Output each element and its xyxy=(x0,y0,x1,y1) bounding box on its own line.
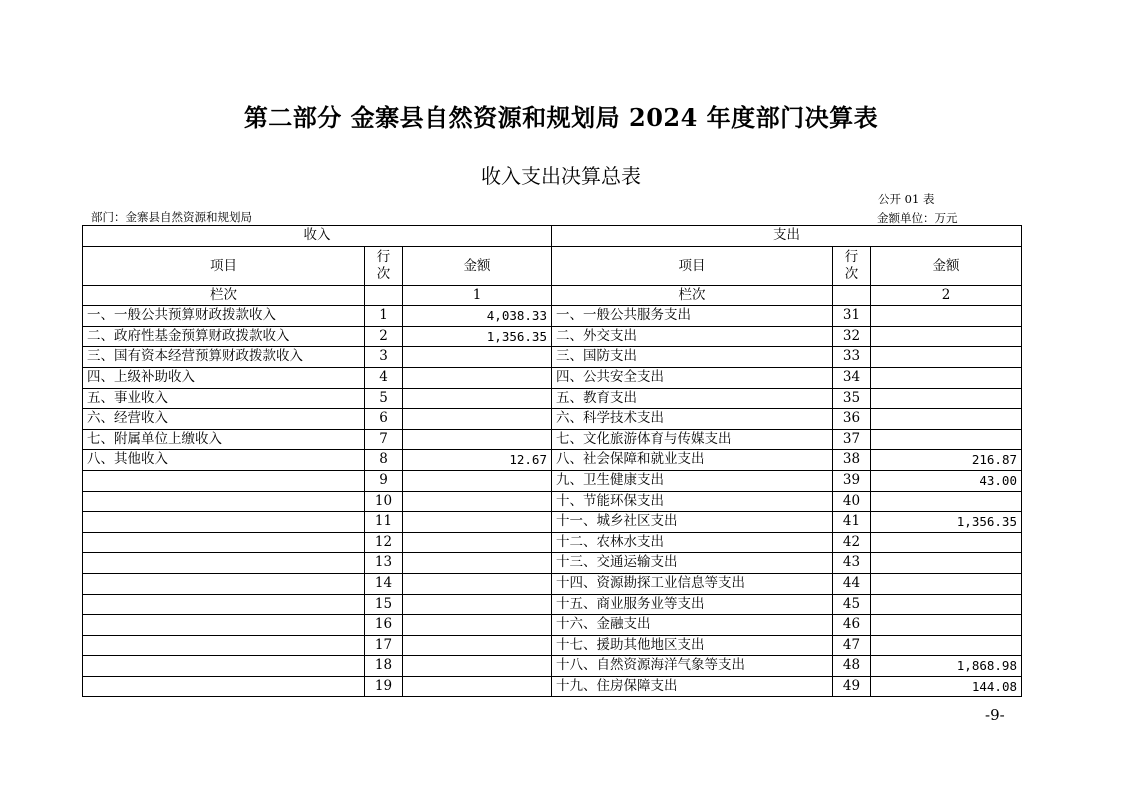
expense-amount xyxy=(871,594,1022,615)
income-amount: 1,356.35 xyxy=(403,326,552,347)
table-row xyxy=(83,429,1022,450)
expense-amount: 144.08 xyxy=(871,676,1022,697)
income-row-number: 13 xyxy=(365,553,403,574)
expense-row-number: 39 xyxy=(833,470,871,491)
income-amount xyxy=(403,470,552,491)
income-amount xyxy=(403,429,552,450)
income-amount xyxy=(403,573,552,594)
table-row xyxy=(83,573,1022,594)
income-row-number: 2 xyxy=(365,326,403,347)
income-amount: 12.67 xyxy=(403,450,552,471)
income-amount xyxy=(403,553,552,574)
expense-row-number: 47 xyxy=(833,635,871,656)
income-item xyxy=(83,635,365,656)
empty-cell xyxy=(365,285,403,306)
expense-amount xyxy=(871,367,1022,388)
income-row-number: 11 xyxy=(365,512,403,533)
table-row xyxy=(83,306,1022,327)
expense-amount: 1,868.98 xyxy=(871,656,1022,677)
table-row xyxy=(83,367,1022,388)
income-row-number: 3 xyxy=(365,347,403,368)
expense-item: 十九、住房保障支出 xyxy=(552,676,833,697)
expense-amount xyxy=(871,429,1022,450)
expense-item: 九、卫生健康支出 xyxy=(552,470,833,491)
expense-amount xyxy=(871,635,1022,656)
expense-item: 十三、交通运输支出 xyxy=(552,553,833,574)
income-item xyxy=(83,470,365,491)
table-row xyxy=(83,491,1022,512)
expense-row-number: 49 xyxy=(833,676,871,697)
expense-row-number: 36 xyxy=(833,409,871,430)
expense-amount xyxy=(871,573,1022,594)
expense-rowno-header: 行 次 xyxy=(833,246,871,285)
table-row xyxy=(83,676,1022,697)
expense-amount: 43.00 xyxy=(871,470,1022,491)
expense-amount xyxy=(871,306,1022,327)
table-title: 收入支出决算总表 xyxy=(481,164,641,188)
table-row xyxy=(83,347,1022,368)
income-row-number: 1 xyxy=(365,306,403,327)
unit-label: 金额单位：万元 xyxy=(877,211,958,225)
table-row xyxy=(83,635,1022,656)
expense-row-number: 37 xyxy=(833,429,871,450)
income-item xyxy=(83,676,365,697)
expense-row-number: 31 xyxy=(833,306,871,327)
income-row-number: 14 xyxy=(365,573,403,594)
expense-amount xyxy=(871,347,1022,368)
income-item xyxy=(83,594,365,615)
income-amount: 4,038.33 xyxy=(403,306,552,327)
expense-item: 五、教育支出 xyxy=(552,388,833,409)
document-title: 第二部分 金寨县自然资源和规划局 2024 年度部门决算表 xyxy=(243,103,879,132)
income-rowno-header: 行 次 xyxy=(365,246,403,285)
table-row xyxy=(83,388,1022,409)
expense-amount: 216.87 xyxy=(871,450,1022,471)
expense-amount-header: 金额 xyxy=(871,246,1022,285)
expense-amount xyxy=(871,326,1022,347)
income-amount xyxy=(403,676,552,697)
expense-row-number: 38 xyxy=(833,450,871,471)
table-row xyxy=(83,512,1022,533)
expense-item: 十八、自然资源海洋气象等支出 xyxy=(552,656,833,677)
expense-header: 支出 xyxy=(552,226,1022,247)
expense-row-number: 33 xyxy=(833,347,871,368)
expense-row-number: 32 xyxy=(833,326,871,347)
expense-item: 八、社会保障和就业支出 xyxy=(552,450,833,471)
expense-row-number: 46 xyxy=(833,615,871,636)
income-row-number: 19 xyxy=(365,676,403,697)
income-amount xyxy=(403,594,552,615)
income-item: 四、上级补助收入 xyxy=(83,367,365,388)
expense-amount xyxy=(871,409,1022,430)
expense-item: 四、公共安全支出 xyxy=(552,367,833,388)
expense-item: 十二、农林水支出 xyxy=(552,532,833,553)
expense-amount xyxy=(871,553,1022,574)
income-row-number: 5 xyxy=(365,388,403,409)
income-row-number: 4 xyxy=(365,367,403,388)
income-item: 二、政府性基金预算财政拨款收入 xyxy=(83,326,365,347)
income-header: 收入 xyxy=(83,226,552,247)
column-header-row xyxy=(83,246,1022,285)
expense-row-number: 48 xyxy=(833,656,871,677)
income-item: 七、附属单位上缴收入 xyxy=(83,429,365,450)
expense-row-number: 45 xyxy=(833,594,871,615)
table-row xyxy=(83,450,1022,471)
expense-item: 十、节能环保支出 xyxy=(552,491,833,512)
page-number: -9- xyxy=(985,706,1005,724)
income-amount xyxy=(403,367,552,388)
empty-cell xyxy=(833,285,871,306)
table-row xyxy=(83,532,1022,553)
expense-item: 十七、援助其他地区支出 xyxy=(552,635,833,656)
income-row-number: 7 xyxy=(365,429,403,450)
income-amount xyxy=(403,635,552,656)
table-row xyxy=(83,656,1022,677)
table-row xyxy=(83,615,1022,636)
expense-item: 十四、资源勘探工业信息等支出 xyxy=(552,573,833,594)
expense-item: 十六、金融支出 xyxy=(552,615,833,636)
income-item xyxy=(83,512,365,533)
income-item: 六、经营收入 xyxy=(83,409,365,430)
income-item: 一、一般公共预算财政拨款收入 xyxy=(83,306,365,327)
income-row-number: 10 xyxy=(365,491,403,512)
income-row-number: 16 xyxy=(365,615,403,636)
income-row-number: 12 xyxy=(365,532,403,553)
income-amount xyxy=(403,512,552,533)
column-index-row xyxy=(83,285,1022,306)
income-item xyxy=(83,615,365,636)
income-item xyxy=(83,532,365,553)
expense-column-index: 2 xyxy=(871,285,1022,306)
income-row-number: 6 xyxy=(365,409,403,430)
table-row xyxy=(83,470,1022,491)
expense-column-label: 栏次 xyxy=(552,285,833,306)
income-item xyxy=(83,491,365,512)
expense-row-number: 44 xyxy=(833,573,871,594)
expense-item: 六、科学技术支出 xyxy=(552,409,833,430)
income-amount xyxy=(403,491,552,512)
section-header-row xyxy=(83,226,1022,247)
expense-item: 一、一般公共服务支出 xyxy=(552,306,833,327)
expense-item: 十五、商业服务业等支出 xyxy=(552,594,833,615)
expense-row-number: 41 xyxy=(833,512,871,533)
income-item: 五、事业收入 xyxy=(83,388,365,409)
table-row xyxy=(83,553,1022,574)
income-item-header: 项目 xyxy=(83,246,365,285)
expense-amount xyxy=(871,388,1022,409)
expense-item: 七、文化旅游体育与传媒支出 xyxy=(552,429,833,450)
expense-item: 三、国防支出 xyxy=(552,347,833,368)
income-item xyxy=(83,553,365,574)
income-row-number: 17 xyxy=(365,635,403,656)
income-amount xyxy=(403,388,552,409)
table-row xyxy=(83,326,1022,347)
department-label: 部门：金寨县自然资源和规划局 xyxy=(91,210,252,224)
income-amount xyxy=(403,347,552,368)
expense-row-number: 35 xyxy=(833,388,871,409)
expense-amount xyxy=(871,491,1022,512)
table-row xyxy=(83,594,1022,615)
income-item xyxy=(83,656,365,677)
expense-row-number: 40 xyxy=(833,491,871,512)
expense-item: 十一、城乡社区支出 xyxy=(552,512,833,533)
expense-amount: 1,356.35 xyxy=(871,512,1022,533)
table-row xyxy=(83,409,1022,430)
table-code: 公开 01 表 xyxy=(878,192,935,206)
income-amount xyxy=(403,656,552,677)
budget-table xyxy=(82,225,1022,697)
income-amount-header: 金额 xyxy=(403,246,552,285)
expense-row-number: 43 xyxy=(833,553,871,574)
income-amount xyxy=(403,409,552,430)
income-column-label: 栏次 xyxy=(83,285,365,306)
expense-amount xyxy=(871,532,1022,553)
expense-amount xyxy=(871,615,1022,636)
income-row-number: 9 xyxy=(365,470,403,491)
income-row-number: 15 xyxy=(365,594,403,615)
income-amount xyxy=(403,615,552,636)
expense-item: 二、外交支出 xyxy=(552,326,833,347)
income-item xyxy=(83,573,365,594)
expense-item-header: 项目 xyxy=(552,246,833,285)
expense-row-number: 34 xyxy=(833,367,871,388)
income-row-number: 8 xyxy=(365,450,403,471)
income-amount xyxy=(403,532,552,553)
income-item: 三、国有资本经营预算财政拨款收入 xyxy=(83,347,365,368)
income-item: 八、其他收入 xyxy=(83,450,365,471)
expense-row-number: 42 xyxy=(833,532,871,553)
income-row-number: 18 xyxy=(365,656,403,677)
income-column-index: 1 xyxy=(403,285,552,306)
